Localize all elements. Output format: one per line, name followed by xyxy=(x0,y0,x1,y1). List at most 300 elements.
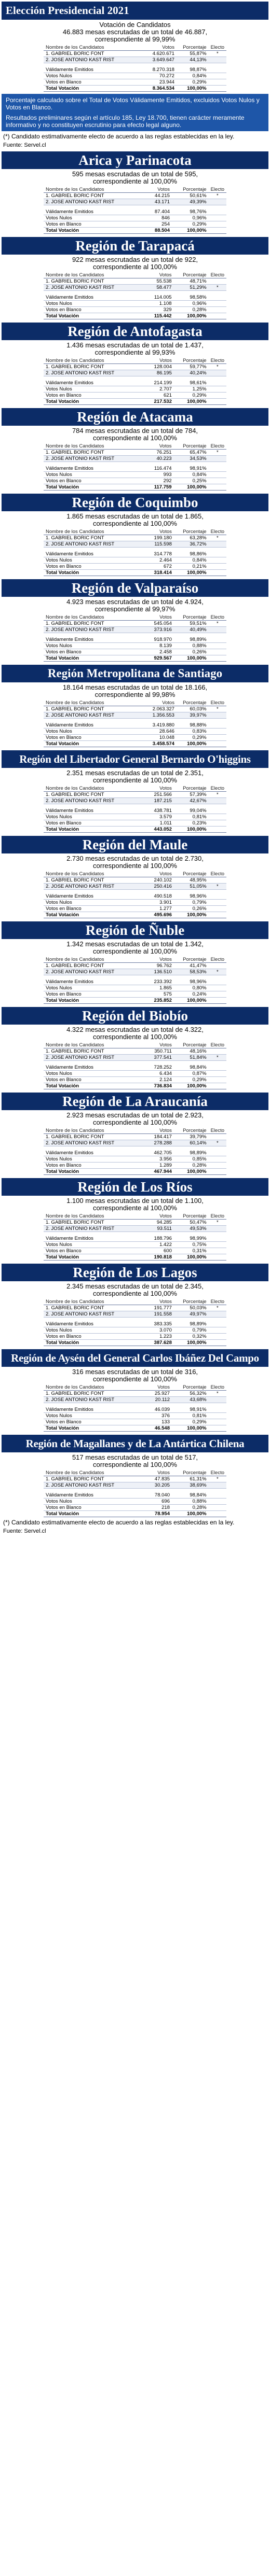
row-label: Total Votación xyxy=(44,1254,146,1261)
blanco-row xyxy=(44,79,226,86)
table-header xyxy=(44,957,226,963)
row-pct: 98,61% xyxy=(174,380,209,386)
region-block xyxy=(0,579,270,662)
header-elect: Electo xyxy=(209,1213,226,1220)
region-results-table xyxy=(44,957,226,1004)
row-votes: 188.796 xyxy=(146,1236,174,1242)
row-label: Votos Nulos xyxy=(44,1242,146,1248)
row-votes: 28.646 xyxy=(146,729,177,735)
row-votes: 78.954 xyxy=(146,1511,172,1517)
empty-cell xyxy=(209,199,226,205)
row-pct: 0,96% xyxy=(174,301,209,307)
row-votes: 490.518 xyxy=(146,893,174,900)
region-results-table xyxy=(44,443,226,491)
emitidos-row xyxy=(44,1150,226,1156)
row-votes: 2.707 xyxy=(146,386,174,393)
blanco-row xyxy=(44,1077,226,1083)
national-line-3: correspondiente al 99,99% xyxy=(95,35,176,43)
row-pct: 0,81% xyxy=(172,1413,209,1419)
empty-cell xyxy=(209,649,226,655)
empty-cell xyxy=(209,67,226,73)
blanco-row xyxy=(44,1248,226,1254)
empty-cell xyxy=(209,295,226,301)
region-percentage-line: correspondiente al 100,00% xyxy=(93,862,177,870)
header-votes: Votos xyxy=(146,443,174,450)
table-header xyxy=(44,1042,226,1048)
empty-cell xyxy=(209,278,226,285)
header-votes: Votos xyxy=(146,1042,174,1048)
total-row xyxy=(44,655,226,662)
row-label: Válidamente Emitidos xyxy=(44,722,146,729)
region-results-table xyxy=(44,871,226,918)
empty-cell xyxy=(209,1321,226,1327)
region-title: Región de La Araucanía xyxy=(2,1093,268,1110)
row-label: Votos Nulos xyxy=(44,643,146,649)
region-percentage-line: correspondiente al 100,00% xyxy=(93,1461,177,1468)
region-results-table xyxy=(44,1128,226,1175)
region-title: Región de Valparaíso xyxy=(2,579,268,597)
row-votes: 116.474 xyxy=(146,466,174,472)
row-pct: 98,76% xyxy=(172,209,209,215)
empty-cell xyxy=(209,221,226,228)
row-pct: 0,23% xyxy=(174,820,209,827)
header-elect: Electo xyxy=(209,957,226,963)
region-tables-line: 316 mesas escrutadas de un total de 316, xyxy=(72,1368,198,1376)
row-label: Votos Nulos xyxy=(44,985,146,991)
row-pct: 49,97% xyxy=(174,1311,209,1318)
candidate-row xyxy=(44,1220,226,1226)
region-summary xyxy=(0,342,270,356)
empty-cell xyxy=(209,741,226,747)
row-label: Válidamente Emitidos xyxy=(44,1150,146,1156)
header-pct: Porcentaje xyxy=(177,700,209,706)
region-results-table xyxy=(44,272,226,319)
emitidos-row xyxy=(44,808,226,814)
row-votes: 58.477 xyxy=(146,285,174,291)
blanco-row xyxy=(44,393,226,399)
empty-cell xyxy=(209,386,226,393)
row-votes: 3.901 xyxy=(146,900,174,906)
candidate-row xyxy=(44,1226,226,1232)
empty-cell xyxy=(209,564,226,570)
row-votes: 3.579 xyxy=(146,814,174,820)
elected-footnote: (*) Candidato estimativamente electo de acuerdo a las reglas establecidas en la ley. xyxy=(3,133,235,140)
row-pct: 100,00% xyxy=(174,1083,209,1089)
empty-cell xyxy=(209,1425,226,1432)
row-votes: 96.762 xyxy=(146,963,174,969)
empty-cell xyxy=(209,1156,226,1163)
candidate-name: 2. JOSE ANTONIO KAST RIST xyxy=(44,57,146,63)
empty-cell xyxy=(209,637,226,643)
row-votes: 8.139 xyxy=(146,643,174,649)
row-label: 1. GABRIEL BORIC FONT xyxy=(44,1476,146,1482)
row-pct: 98,89% xyxy=(174,1321,209,1327)
candidate-row xyxy=(44,792,226,798)
row-label: 1. GABRIEL BORIC FONT xyxy=(44,1220,146,1226)
empty-cell xyxy=(209,73,226,79)
region-percentage-line: correspondiente al 100,00% xyxy=(93,1375,177,1383)
row-label: Total Votación xyxy=(44,998,146,1004)
row-votes: 10.048 xyxy=(146,735,177,741)
region-title: Región de Coquimbo xyxy=(2,494,268,511)
table-header xyxy=(44,1213,226,1220)
row-label: 1. GABRIEL BORIC FONT xyxy=(44,1048,146,1055)
row-pct: 0,31% xyxy=(174,1248,209,1254)
region-tables-line: 2.730 mesas escrutadas de un total de 2.730, xyxy=(66,855,204,862)
region-block xyxy=(0,408,270,491)
region-summary xyxy=(0,1454,270,1468)
region-results-table xyxy=(44,700,226,747)
candidate-row xyxy=(44,1055,226,1061)
table-header xyxy=(44,1128,226,1134)
header-candidates: Nombre de los Candidatos xyxy=(44,443,146,450)
region-percentage-line: correspondiente al 100,00% xyxy=(93,947,177,955)
total-row xyxy=(44,998,226,1004)
region-block xyxy=(0,836,270,918)
row-label: Válidamente Emitidos xyxy=(44,466,146,472)
region-percentage-line: correspondiente al 99,93% xyxy=(95,348,176,356)
national-results-table xyxy=(44,45,226,92)
row-pct: 98,84% xyxy=(174,1065,209,1071)
row-votes: 117.759 xyxy=(146,484,174,491)
row-label: Votos en Blanco xyxy=(44,478,146,484)
region-tables-line: 517 mesas escrutadas de un total de 517, xyxy=(72,1453,198,1461)
row-votes: 278.288 xyxy=(146,1140,174,1146)
region-summary xyxy=(0,598,270,613)
emitidos-row xyxy=(44,637,226,643)
region-title: Región de Antofagasta xyxy=(2,323,268,340)
row-label: Total Votación xyxy=(44,399,146,405)
region-percentage-line: correspondiente al 100,00% xyxy=(93,1118,177,1126)
row-label: Total Votación xyxy=(44,655,146,662)
row-pct: 99,04% xyxy=(174,808,209,814)
row-votes: 87.404 xyxy=(146,209,172,215)
row-label: Votos Nulos xyxy=(44,1413,146,1419)
spacer-row xyxy=(44,1146,226,1151)
region-block xyxy=(0,494,270,576)
empty-cell xyxy=(209,1340,226,1346)
candidate-row xyxy=(44,1140,226,1146)
row-label: 2. JOSE ANTONIO KAST RIST xyxy=(44,285,146,291)
header-pct: Porcentaje xyxy=(174,957,209,963)
region-tables-line: 2.923 mesas escrutadas de un total de 2.923, xyxy=(66,1111,204,1119)
spacer-row xyxy=(44,205,226,209)
row-pct: 61,31% xyxy=(172,1476,209,1482)
row-pct: 98,91% xyxy=(174,466,209,472)
emitidos-row xyxy=(44,466,226,472)
empty-cell xyxy=(209,228,226,234)
region-results-table xyxy=(44,1299,226,1346)
region-percentage-line: correspondiente al 100,00% xyxy=(93,1033,177,1041)
row-votes: 235.852 xyxy=(146,998,174,1004)
row-pct: 57,39% xyxy=(174,792,209,798)
candidate-row xyxy=(44,450,226,456)
region-tables-line: 18.164 mesas escrutadas de un total de 18.166, xyxy=(62,683,208,691)
nulos-row xyxy=(44,1156,226,1163)
region-block xyxy=(0,1007,270,1089)
region-results-table xyxy=(44,614,226,662)
spacer-row xyxy=(44,1318,226,1322)
row-votes: 672 xyxy=(146,564,174,570)
empty-cell xyxy=(209,627,226,633)
empty-cell xyxy=(209,1248,226,1254)
row-votes: 190.818 xyxy=(146,1254,174,1261)
row-votes: 3.070 xyxy=(146,1327,174,1334)
row-label: Votos Nulos xyxy=(44,472,146,478)
empty-cell xyxy=(209,1083,226,1089)
region-block xyxy=(0,1264,270,1346)
row-pct: 60,03% xyxy=(177,706,209,712)
source-note: Fuente: Servel.cl xyxy=(3,142,46,148)
row-votes: 377.541 xyxy=(146,1055,174,1061)
row-label: Votos Nulos xyxy=(44,814,146,820)
row-votes: 70.272 xyxy=(146,73,177,79)
row-pct: 38,69% xyxy=(172,1482,209,1489)
header-elect: Electo xyxy=(209,1128,226,1134)
nulos-row xyxy=(44,900,226,906)
header-candidates: Nombre de los Candidatos xyxy=(44,1042,146,1048)
region-title: Región de Ñuble xyxy=(2,921,268,939)
header-votes: Votos xyxy=(146,1299,174,1305)
row-votes: 1.422 xyxy=(146,1242,174,1248)
row-pct: 51,05% xyxy=(174,884,209,890)
row-pct: 0,87% xyxy=(174,1071,209,1077)
row-label: Votos en Blanco xyxy=(44,79,146,86)
blanco-row xyxy=(44,564,226,570)
row-pct: 98,99% xyxy=(174,1236,209,1242)
nulos-row xyxy=(44,729,226,735)
row-label: Total Votación xyxy=(44,827,146,833)
nulos-row xyxy=(44,73,226,79)
row-label: 2. JOSE ANTONIO KAST RIST xyxy=(44,370,146,376)
empty-cell xyxy=(209,541,226,548)
empty-cell xyxy=(209,472,226,478)
row-pct: 0,88% xyxy=(174,643,209,649)
candidate-row xyxy=(44,969,226,975)
row-votes: 1.223 xyxy=(146,1334,174,1340)
row-label: 2. JOSE ANTONIO KAST RIST xyxy=(44,1226,146,1232)
table-header xyxy=(44,614,226,621)
header-elect: Electo xyxy=(209,1299,226,1305)
row-pct: 39,97% xyxy=(177,712,209,719)
row-label: Votos Nulos xyxy=(44,729,146,735)
row-pct: 0,21% xyxy=(174,564,209,570)
row-pct: 98,58% xyxy=(174,295,209,301)
row-pct: 59,51% xyxy=(174,621,209,627)
row-label: Votos Nulos xyxy=(44,386,146,393)
row-pct: 98,87% xyxy=(177,67,209,73)
header-pct: Porcentaje xyxy=(174,272,209,278)
row-votes: 2.464 xyxy=(146,557,174,564)
row-votes: 218 xyxy=(146,1505,172,1511)
row-votes: 467.944 xyxy=(146,1169,174,1175)
region-summary xyxy=(0,513,270,527)
row-pct: 0,79% xyxy=(174,900,209,906)
elected-mark: * xyxy=(209,51,226,57)
region-results-table xyxy=(44,1042,226,1089)
row-pct: 0,29% xyxy=(172,221,209,228)
row-label: Votos Nulos xyxy=(44,1327,146,1334)
row-label: Votos en Blanco xyxy=(44,649,146,655)
total-row xyxy=(44,86,226,92)
row-pct: 50,03% xyxy=(174,1305,209,1311)
row-label: Votos en Blanco xyxy=(44,1077,146,1083)
empty-cell xyxy=(209,570,226,576)
empty-cell xyxy=(209,1048,226,1055)
row-label: 1. GABRIEL BORIC FONT xyxy=(44,450,146,456)
empty-cell xyxy=(209,979,226,985)
header-pct: Porcentaje xyxy=(177,45,209,51)
empty-cell xyxy=(209,1236,226,1242)
empty-cell xyxy=(209,1511,226,1517)
header-elect: Electo xyxy=(209,1384,226,1391)
row-votes: 3.956 xyxy=(146,1156,174,1163)
header-elect: Electo xyxy=(209,529,226,535)
row-label: Votos Nulos xyxy=(44,215,146,221)
table-header xyxy=(44,871,226,877)
empty-cell xyxy=(209,1419,226,1425)
row-pct: 0,24% xyxy=(174,991,209,998)
spacer-row xyxy=(44,890,226,894)
elected-mark: * xyxy=(209,969,226,975)
blanco-row xyxy=(44,221,226,228)
header-elect: Electo xyxy=(209,443,226,450)
row-votes: 214.199 xyxy=(146,380,174,386)
empty-cell xyxy=(209,1226,226,1232)
candidate-row xyxy=(44,1482,226,1489)
row-votes: 438.781 xyxy=(146,808,174,814)
region-results-table xyxy=(44,1213,226,1261)
row-pct: 49,39% xyxy=(172,199,209,205)
row-votes: 20.112 xyxy=(146,1397,172,1403)
empty-cell xyxy=(209,998,226,1004)
empty-cell xyxy=(209,963,226,969)
empty-cell xyxy=(209,1407,226,1413)
total-row xyxy=(44,741,226,747)
table-header xyxy=(44,358,226,364)
row-votes: 76.251 xyxy=(146,450,174,456)
row-pct: 0,75% xyxy=(174,1242,209,1248)
row-pct: 48,95% xyxy=(174,877,209,884)
row-pct: 98,91% xyxy=(172,1407,209,1413)
emitidos-row xyxy=(44,551,226,557)
row-votes: 846 xyxy=(146,215,172,221)
row-pct: 65,47% xyxy=(174,450,209,456)
empty-cell xyxy=(209,399,226,405)
emitidos-row xyxy=(44,979,226,985)
row-label: Votos en Blanco xyxy=(44,221,146,228)
header-votes: Votos xyxy=(146,700,177,706)
row-label: 1. GABRIEL BORIC FONT xyxy=(44,535,146,541)
total-row xyxy=(44,1425,226,1432)
region-tables-line: 2.351 mesas escrutadas de un total de 2.351, xyxy=(66,769,204,777)
row-label: Votos en Blanco xyxy=(44,906,146,912)
row-pct: 40,49% xyxy=(174,627,209,633)
elected-mark: * xyxy=(209,450,226,456)
table-header xyxy=(44,700,226,706)
row-label: Válidamente Emitidos xyxy=(44,1236,146,1242)
spacer-row xyxy=(44,633,226,637)
row-pct: 63,28% xyxy=(174,535,209,541)
row-pct: 100,00% xyxy=(174,1340,209,1346)
table-header xyxy=(44,187,226,193)
row-label: Válidamente Emitidos xyxy=(44,637,146,643)
row-votes: 292 xyxy=(146,478,174,484)
row-pct: 42,67% xyxy=(174,798,209,804)
row-votes: 387.628 xyxy=(146,1340,174,1346)
header-candidates: Nombre de los Candidatos xyxy=(44,700,146,706)
empty-cell xyxy=(209,370,226,376)
row-pct: 60,14% xyxy=(174,1140,209,1146)
header-votes: Votos xyxy=(146,529,174,535)
row-pct: 43,68% xyxy=(172,1397,209,1403)
row-label: Total Votación xyxy=(44,1083,146,1089)
header-pct: Porcentaje xyxy=(174,1299,209,1305)
candidate-row xyxy=(44,621,226,627)
spacer-row xyxy=(44,1403,226,1407)
region-results-table xyxy=(44,187,226,234)
total-row xyxy=(44,313,226,319)
region-results-table xyxy=(44,1470,226,1517)
nulos-row xyxy=(44,215,226,221)
row-votes: 1.108 xyxy=(146,301,174,307)
row-votes: 495.696 xyxy=(146,912,174,918)
row-label: Válidamente Emitidos xyxy=(44,1065,146,1071)
empty-cell xyxy=(209,478,226,484)
row-pct: 100,00% xyxy=(174,313,209,319)
row-pct: 98,89% xyxy=(174,637,209,643)
row-label: Votos Nulos xyxy=(44,1499,146,1505)
header-votes: Votos xyxy=(146,1384,172,1391)
row-label: 1. GABRIEL BORIC FONT xyxy=(44,278,146,285)
total-row xyxy=(44,570,226,576)
empty-cell xyxy=(209,1242,226,1248)
row-votes: 43.171 xyxy=(146,199,172,205)
row-label: Votos en Blanco xyxy=(44,1334,146,1340)
elected-mark: * xyxy=(209,621,226,627)
row-pct: 100,00% xyxy=(174,655,209,662)
row-votes: 1.277 xyxy=(146,906,174,912)
header-candidates: Nombre de los Candidatos xyxy=(44,957,146,963)
empty-cell xyxy=(209,86,226,92)
region-summary xyxy=(0,427,270,442)
elected-mark: * xyxy=(209,706,226,712)
header-elect: Electo xyxy=(209,786,226,792)
header-votes: Votos xyxy=(146,786,174,792)
row-votes: 696 xyxy=(146,1499,172,1505)
row-pct: 100,00% xyxy=(174,1254,209,1261)
row-pct: 0,29% xyxy=(177,735,209,741)
header-candidates: Nombre de los Candidatos xyxy=(44,529,146,535)
row-votes: 240.102 xyxy=(146,877,174,884)
region-percentage-line: correspondiente al 100,00% xyxy=(93,1204,177,1212)
row-pct: 0,26% xyxy=(174,906,209,912)
row-label: Votos en Blanco xyxy=(44,564,146,570)
blanco-row xyxy=(44,1163,226,1169)
header-candidates: Nombre de los Candidatos xyxy=(44,272,146,278)
elected-mark: * xyxy=(209,535,226,541)
row-label: 2. JOSE ANTONIO KAST RIST xyxy=(44,199,146,205)
row-votes: 47.835 xyxy=(146,1476,172,1482)
row-votes: 1.289 xyxy=(146,1163,174,1169)
nulos-row xyxy=(44,814,226,820)
empty-cell xyxy=(209,1499,226,1505)
candidate-row xyxy=(44,1311,226,1318)
row-pct: 100,00% xyxy=(174,1169,209,1175)
row-votes: 30.205 xyxy=(146,1482,172,1489)
emitidos-row xyxy=(44,1236,226,1242)
spacer-row xyxy=(44,975,226,979)
